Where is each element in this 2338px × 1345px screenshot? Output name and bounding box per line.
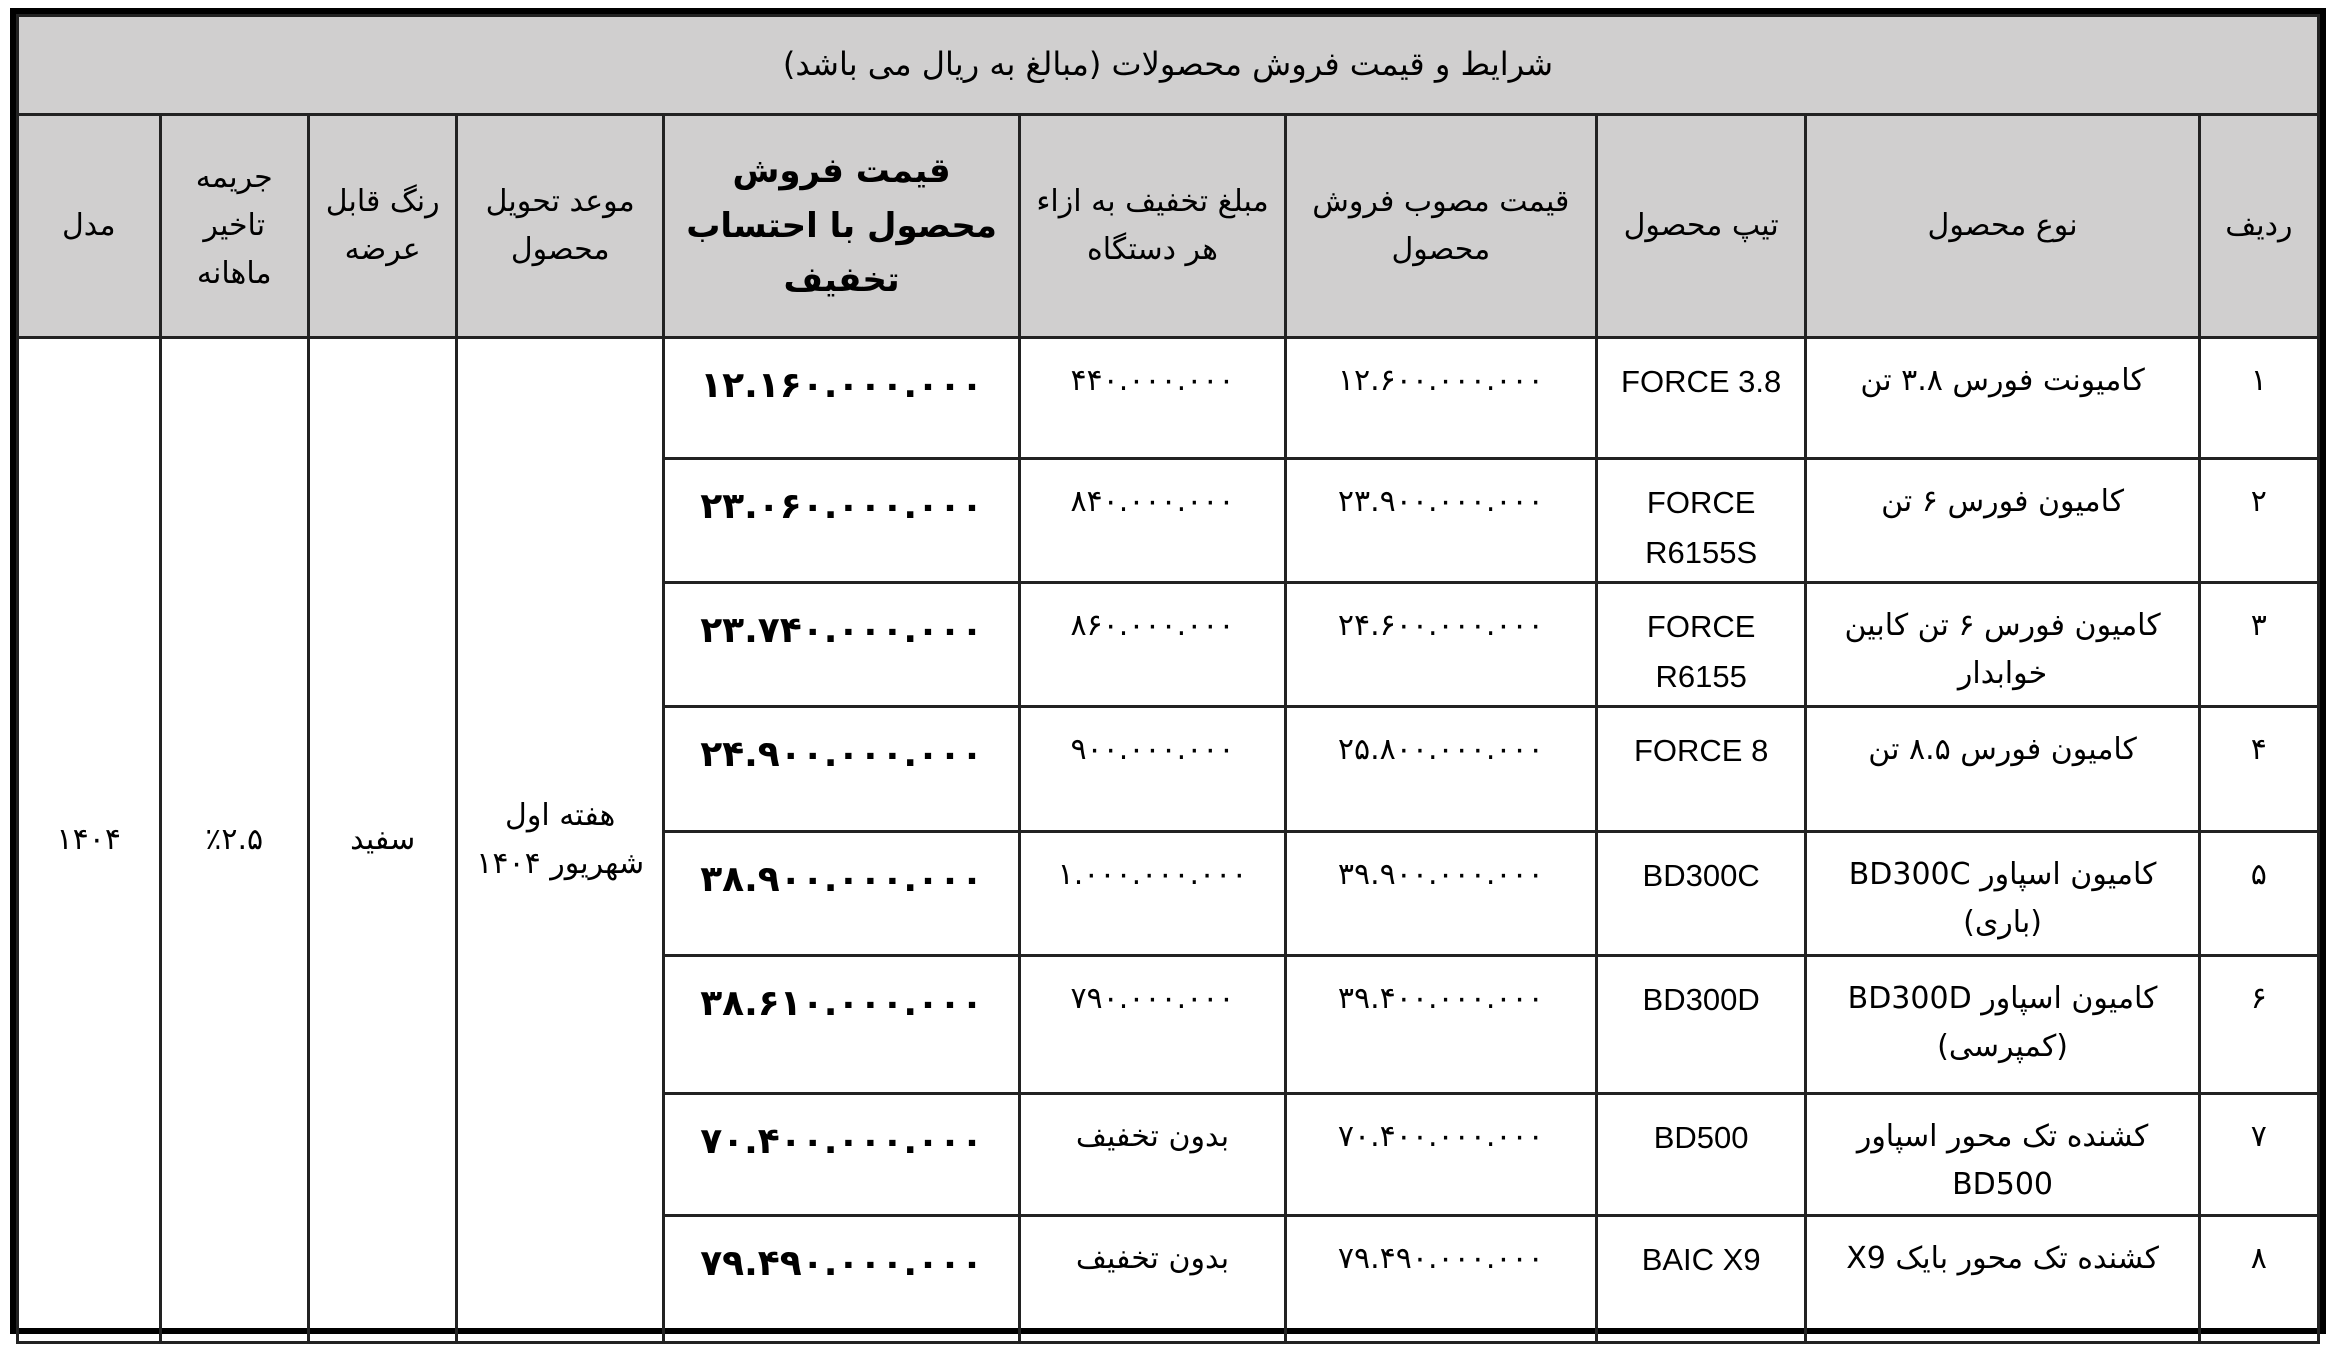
- header-penalty: جریمه تاخیر ماهانه: [160, 115, 308, 338]
- header-final-price: قیمت فروش محصول با احتساب تخفیف: [664, 115, 1020, 338]
- header-product-type: نوع محصول: [1806, 115, 2199, 338]
- header-row: [18, 115, 2319, 338]
- approved-price-cell: ۳۹.۹۰۰.۰۰۰.۰۰۰: [1285, 832, 1596, 956]
- product-type-cell: کامیون اسپاور BD300C (باری): [1806, 832, 2199, 956]
- final-price-cell: ۱۲.۱۶۰.۰۰۰.۰۰۰: [664, 338, 1020, 459]
- approved-price-cell: ۲۴.۶۰۰.۰۰۰.۰۰۰: [1285, 583, 1596, 707]
- color-cell: سفید: [308, 338, 456, 1343]
- row-number-cell: ۱: [2199, 338, 2318, 459]
- table-row: [18, 338, 2319, 459]
- approved-price-cell: ۷۹.۴۹۰.۰۰۰.۰۰۰: [1285, 1216, 1596, 1343]
- header-row-number: ردیف: [2199, 115, 2318, 338]
- discount-cell: ۸۴۰.۰۰۰.۰۰۰: [1020, 459, 1286, 583]
- header-model-code: تیپ محصول: [1596, 115, 1806, 338]
- price-table: [16, 14, 2320, 1344]
- discount-cell: ۴۴۰.۰۰۰.۰۰۰: [1020, 338, 1286, 459]
- model-code-cell: BD300C: [1596, 832, 1806, 956]
- approved-price-cell: ۱۲.۶۰۰.۰۰۰.۰۰۰: [1285, 338, 1596, 459]
- header-approved-price: قیمت مصوب فروش محصول: [1285, 115, 1596, 338]
- model-code-cell: FORCE R6155: [1596, 583, 1806, 707]
- header-model-year: مدل: [18, 115, 161, 338]
- product-type-cell: کامیون اسپاور BD300D (کمپرسی): [1806, 956, 2199, 1094]
- approved-price-cell: ۳۹.۴۰۰.۰۰۰.۰۰۰: [1285, 956, 1596, 1094]
- approved-price-cell: ۲۵.۸۰۰.۰۰۰.۰۰۰: [1285, 707, 1596, 832]
- model-code-cell: FORCE 3.8: [1596, 338, 1806, 459]
- product-type-cell: کشنده تک محور اسپاور BD500: [1806, 1094, 2199, 1216]
- row-number-cell: ۳: [2199, 583, 2318, 707]
- product-type-cell: کامیونت فورس ۳.۸ تن: [1806, 338, 2199, 459]
- discount-cell: بدون تخفیف: [1020, 1094, 1286, 1216]
- model-code-cell: BD500: [1596, 1094, 1806, 1216]
- final-price-cell: ۲۳.۰۶۰.۰۰۰.۰۰۰: [664, 459, 1020, 583]
- final-price-cell: ۷۰.۴۰۰.۰۰۰.۰۰۰: [664, 1094, 1020, 1216]
- final-price-cell: ۷۹.۴۹۰.۰۰۰.۰۰۰: [664, 1216, 1020, 1343]
- final-price-cell: ۳۸.۹۰۰.۰۰۰.۰۰۰: [664, 832, 1020, 956]
- model-code-cell: BD300D: [1596, 956, 1806, 1094]
- final-price-cell: ۳۸.۶۱۰.۰۰۰.۰۰۰: [664, 956, 1020, 1094]
- header-delivery: موعد تحویل محصول: [457, 115, 664, 338]
- row-number-cell: ۲: [2199, 459, 2318, 583]
- model-code-cell: BAIC X9: [1596, 1216, 1806, 1343]
- table-body: [18, 338, 2319, 1343]
- discount-cell: ۹۰۰.۰۰۰.۰۰۰: [1020, 707, 1286, 832]
- discount-cell: ۷۹۰.۰۰۰.۰۰۰: [1020, 956, 1286, 1094]
- discount-cell: ۱.۰۰۰.۰۰۰.۰۰۰: [1020, 832, 1286, 956]
- model-code-cell: FORCE R6155S: [1596, 459, 1806, 583]
- price-table-frame: [10, 8, 2326, 1334]
- product-type-cell: کامیون فورس ۶ تن کابین خوابدار: [1806, 583, 2199, 707]
- row-number-cell: ۶: [2199, 956, 2318, 1094]
- discount-cell: ۸۶۰.۰۰۰.۰۰۰: [1020, 583, 1286, 707]
- product-type-cell: کامیون فورس ۸.۵ تن: [1806, 707, 2199, 832]
- penalty-cell: ٪۲.۵: [160, 338, 308, 1343]
- delivery-date-cell: هفته اول شهریور ۱۴۰۴: [457, 338, 664, 1343]
- row-number-cell: ۸: [2199, 1216, 2318, 1343]
- approved-price-cell: ۷۰.۴۰۰.۰۰۰.۰۰۰: [1285, 1094, 1596, 1216]
- approved-price-cell: ۲۳.۹۰۰.۰۰۰.۰۰۰: [1285, 459, 1596, 583]
- model-code-cell: FORCE 8: [1596, 707, 1806, 832]
- final-price-cell: ۲۴.۹۰۰.۰۰۰.۰۰۰: [664, 707, 1020, 832]
- product-type-cell: کشنده تک محور بایک X9: [1806, 1216, 2199, 1343]
- product-type-cell: کامیون فورس ۶ تن: [1806, 459, 2199, 583]
- row-number-cell: ۴: [2199, 707, 2318, 832]
- model-year-cell: ۱۴۰۴: [18, 338, 161, 1343]
- table-title: شرایط و قیمت فروش محصولات (مبالغ به ریال می باشد): [18, 16, 2319, 115]
- row-number-cell: ۷: [2199, 1094, 2318, 1216]
- discount-cell: بدون تخفیف: [1020, 1216, 1286, 1343]
- final-price-cell: ۲۳.۷۴۰.۰۰۰.۰۰۰: [664, 583, 1020, 707]
- header-discount: مبلغ تخفیف به ازاء هر دستگاه: [1020, 115, 1286, 338]
- header-color: رنگ قابل عرضه: [308, 115, 456, 338]
- row-number-cell: ۵: [2199, 832, 2318, 956]
